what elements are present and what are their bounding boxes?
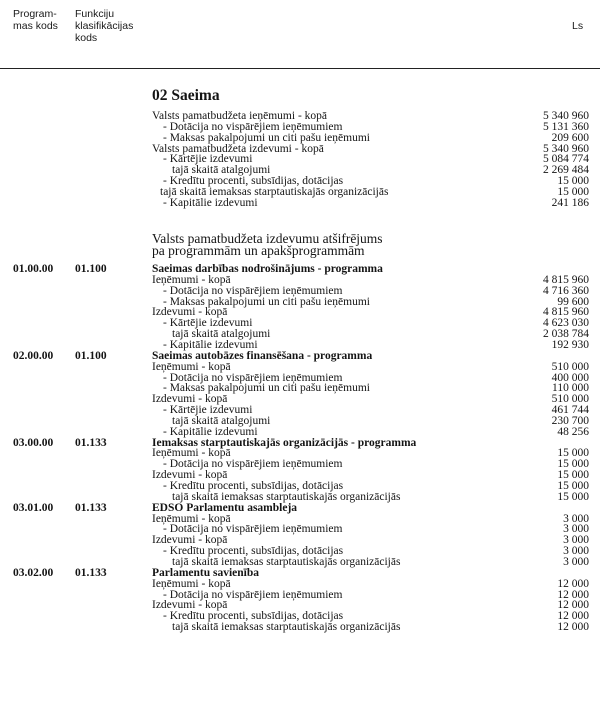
- row-label: Ieņēmumi - kopā: [152, 577, 231, 590]
- row-label: Saeimas darbības nodrošinājums - programma: [152, 263, 383, 275]
- row-amount: 15 000: [557, 458, 589, 471]
- row-label: Izdevumi - kopā: [152, 469, 228, 482]
- program-code: 01.00.00: [13, 263, 54, 275]
- row-amount: 5 340 960: [543, 142, 589, 155]
- row-label: - Dotācija no vispārējiem ieņēmumiem: [163, 588, 343, 601]
- row-label: Parlamentu savienība: [152, 566, 260, 579]
- row-label: - Kapitālie izdevumi: [163, 338, 258, 351]
- row-label: - Dotācija no vispārējiem ieņēmumiem: [163, 458, 343, 471]
- program-code: 02.00.00: [13, 349, 54, 362]
- row-label: Izdevumi - kopā: [152, 306, 228, 319]
- row-amount: 12 000: [557, 610, 589, 623]
- row-label: tajā skaitā atalgojumi: [172, 164, 271, 177]
- program-row: [0, 621, 600, 634]
- row-amount: 192 930: [551, 338, 589, 351]
- row-amount: 15 000: [557, 175, 589, 188]
- row-amount: 110 000: [552, 382, 589, 395]
- row-label: - Kredītu procenti, subsīdijas, dotācijas: [163, 610, 344, 623]
- row-label: tajā skaitā iemaksas starptautiskajās organizācijās: [172, 555, 401, 568]
- row-label: Izdevumi - kopā: [152, 534, 228, 547]
- row-label: Saeimas autobāzes finansēšana - programma: [152, 349, 373, 362]
- row-amount: 5 084 774: [543, 153, 589, 166]
- row-amount: 209 600: [551, 131, 589, 144]
- function-code: 01.100: [75, 349, 107, 362]
- row-label: tajā skaitā iemaksas starptautiskajās organizācijās: [160, 185, 389, 198]
- row-amount: 5 340 960: [543, 110, 589, 122]
- row-label: Ieņēmumi - kopā: [152, 447, 231, 460]
- row-label: - Kredītu procenti, subsīdijas, dotācijas: [163, 545, 344, 558]
- program-code: 03.00.00: [13, 436, 54, 449]
- row-amount: 3 000: [563, 555, 589, 568]
- row-amount: 99 600: [557, 295, 589, 308]
- row-label: - Maksas pakalpojumi un citi pašu ieņēmumi: [163, 382, 370, 395]
- breakdown-heading: pa programmām un apakšprogrammām: [152, 243, 365, 258]
- row-label: EDSO Parlamentu asambleja: [152, 501, 298, 514]
- row-amount: 3 000: [563, 534, 589, 547]
- row-amount: 15 000: [557, 480, 589, 492]
- row-amount: 5 131 360: [543, 120, 589, 133]
- row-amount: 2 269 484: [543, 164, 589, 177]
- row-label: - Kārtējie izdevumi: [163, 404, 253, 417]
- row-label: Ieņēmumi - kopā: [152, 512, 231, 525]
- row-amount: 4 815 960: [543, 273, 589, 286]
- row-amount: 4 815 960: [543, 306, 589, 319]
- row-label: tajā skaitā iemaksas starptautiskajās organizācijās: [172, 490, 401, 503]
- program-code: 03.01.00: [13, 501, 54, 514]
- section-title: 02 Saeima: [152, 87, 220, 104]
- row-label: - Kapitālie izdevumi: [163, 196, 258, 209]
- row-amount: 3 000: [563, 512, 589, 525]
- row-amount: 12 000: [557, 588, 589, 601]
- row-label: - Dotācija no vispārējiem ieņēmumiem: [163, 371, 343, 384]
- row-label: - Kārtējie izdevumi: [163, 153, 253, 166]
- row-amount: 4 623 030: [543, 317, 589, 330]
- row-label: Ieņēmumi - kopā: [152, 273, 231, 286]
- function-code: 01.133: [75, 436, 107, 449]
- row-label: - Kārtējie izdevumi: [163, 317, 253, 330]
- row-label: - Dotācija no vispārējiem ieņēmumiem: [163, 120, 343, 133]
- row-amount: 15 000: [557, 469, 589, 482]
- row-label: Ieņēmumi - kopā: [152, 360, 231, 373]
- header-program-code: Program- mas kods: [13, 8, 58, 32]
- header-currency: Ls: [572, 20, 584, 32]
- row-amount: 241 186: [551, 196, 589, 209]
- row-amount: 15 000: [557, 447, 589, 460]
- row-label: tajā skaitā iemaksas starptautiskajās organizācijās: [172, 621, 401, 634]
- row-amount: 230 700: [551, 414, 589, 427]
- row-label: - Maksas pakalpojumi un citi pašu ieņēmumi: [163, 295, 370, 308]
- row-amount: 510 000: [551, 360, 589, 373]
- header-divider: [0, 68, 600, 69]
- breakdown-heading: Valsts pamatbudžeta izdevumu atšifrējums: [152, 231, 383, 246]
- function-code: 01.100: [75, 263, 107, 275]
- row-amount: 2 038 784: [543, 328, 589, 341]
- row-amount: 15 000: [557, 490, 589, 503]
- row-label: tajā skaitā atalgojumi: [172, 414, 271, 427]
- row-label: Izdevumi - kopā: [152, 599, 228, 612]
- program-code: 03.02.00: [13, 566, 54, 579]
- row-amount: 48 256: [557, 425, 589, 438]
- row-label: - Kapitālie izdevumi: [163, 425, 258, 438]
- row-amount: 3 000: [563, 545, 589, 558]
- row-label: - Kredītu procenti, subsīdijas, dotācijas: [163, 175, 344, 188]
- summary-row: [0, 197, 600, 210]
- function-code: 01.133: [75, 501, 107, 514]
- row-label: - Maksas pakalpojumi un citi pašu ieņēmumi: [163, 131, 370, 144]
- row-label: Izdevumi - kopā: [152, 393, 228, 406]
- row-label: Iemaksas starptautiskajās organizācijās - programma: [152, 436, 417, 449]
- row-amount: 461 744: [551, 404, 589, 417]
- row-amount: 400 000: [551, 371, 589, 384]
- row-amount: 3 000: [563, 523, 589, 536]
- row-label: - Kredītu procenti, subsīdijas, dotācijas: [163, 480, 344, 492]
- row-amount: 12 000: [557, 621, 589, 634]
- row-label: - Dotācija no vispārējiem ieņēmumiem: [163, 284, 343, 297]
- row-amount: 12 000: [557, 577, 589, 590]
- row-amount: 4 716 360: [543, 284, 589, 297]
- row-label: - Dotācija no vispārējiem ieņēmumiem: [163, 523, 343, 536]
- function-code: 01.133: [75, 566, 107, 579]
- header-function-code: Funkciju klasifikācijas kods: [75, 8, 134, 44]
- row-amount: 15 000: [557, 185, 589, 198]
- row-amount: 510 000: [551, 393, 589, 406]
- row-label: tajā skaitā atalgojumi: [172, 328, 271, 341]
- row-label: Valsts pamatbudžeta izdevumi - kopā: [152, 142, 324, 155]
- row-label: Valsts pamatbudžeta ieņēmumi - kopā: [152, 110, 328, 122]
- row-amount: 12 000: [557, 599, 589, 612]
